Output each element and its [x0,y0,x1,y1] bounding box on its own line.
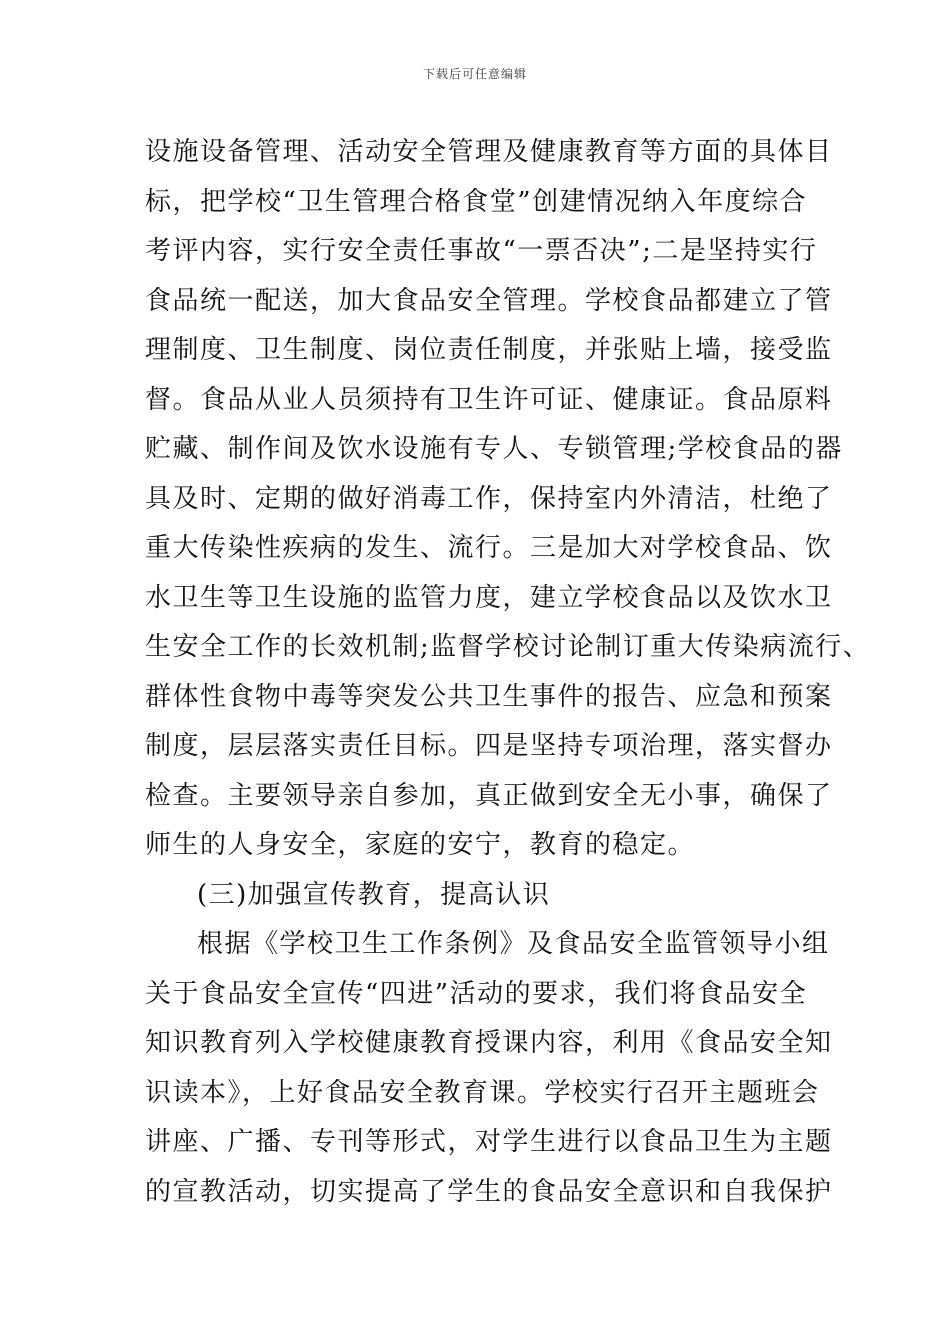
text-line: 检查。主要领导亲自参加，真正做到安全无小事，确保了 [145,780,833,811]
text-line: 师生的人身安全，家庭的安宁，教育的稳定。 [145,830,696,860]
text-line: 设施设备管理、活动安全管理及健康教育等方面的具体目 [145,137,833,167]
text-line: 关于食品安全宣传“四进”活动的要求，我们将食品安全 [145,978,808,1009]
text-line: 生安全工作的长效机制;监督学校讨论制订重大传染病流行、 [145,632,871,662]
text-line: 群体性食物中毒等突发公共卫生事件的报告、应急和预案 [145,681,833,712]
text-line: 识读本》，上好食品安全教育课。学校实行召开主题班会 [145,1077,820,1108]
text-line: 知识教育列入学校健康教育授课内容，利用《食品安全知 [145,1028,833,1058]
header-note: 下载后可任意编辑 [422,67,527,81]
text-line: 制度，层层落实责任目标。四是坚持专项治理，落实督办 [145,731,833,761]
text-line: 水卫生等卫生设施的监管力度，建立学校食品以及饮水卫 [145,582,833,613]
text-line: 的宣教活动，切实提高了学生的食品安全意识和自我保护 [145,1176,833,1207]
text-line: 贮藏、制作间及饮水设施有专人、专锁管理;学校食品的器 [145,434,843,464]
text-line: 根据《学校卫生工作条例》及食品安全监管领导小组 [197,929,830,959]
body-text [145,128,871,1217]
text-line: 理制度、卫生制度、岗位责任制度，并张贴上墙，接受监 [145,335,833,365]
text-line: 重大传染性疾病的发生、流行。三是加大对学校食品、饮 [145,533,833,563]
text-line: 讲座、广播、专刊等形式，对学生进行以食品卫生为主题 [145,1127,833,1157]
text-line: 具及时、定期的做好消毒工作，保持室内外清洁，杜绝了 [145,483,833,514]
section-heading: (三)加强宣传教育，提高认识 [197,879,551,910]
text-line: 考评内容，实行安全责任事故“一票否决”;二是坚持实行 [145,236,818,266]
text-line: 督。食品从业人员须持有卫生许可证、健康证。食品原料 [145,384,833,415]
text-line: 标，把学校“卫生管理合格食堂”创建情况纳入年度综合 [145,186,808,217]
text-line: 食品统一配送，加大食品安全管理。学校食品都建立了管 [145,285,833,316]
